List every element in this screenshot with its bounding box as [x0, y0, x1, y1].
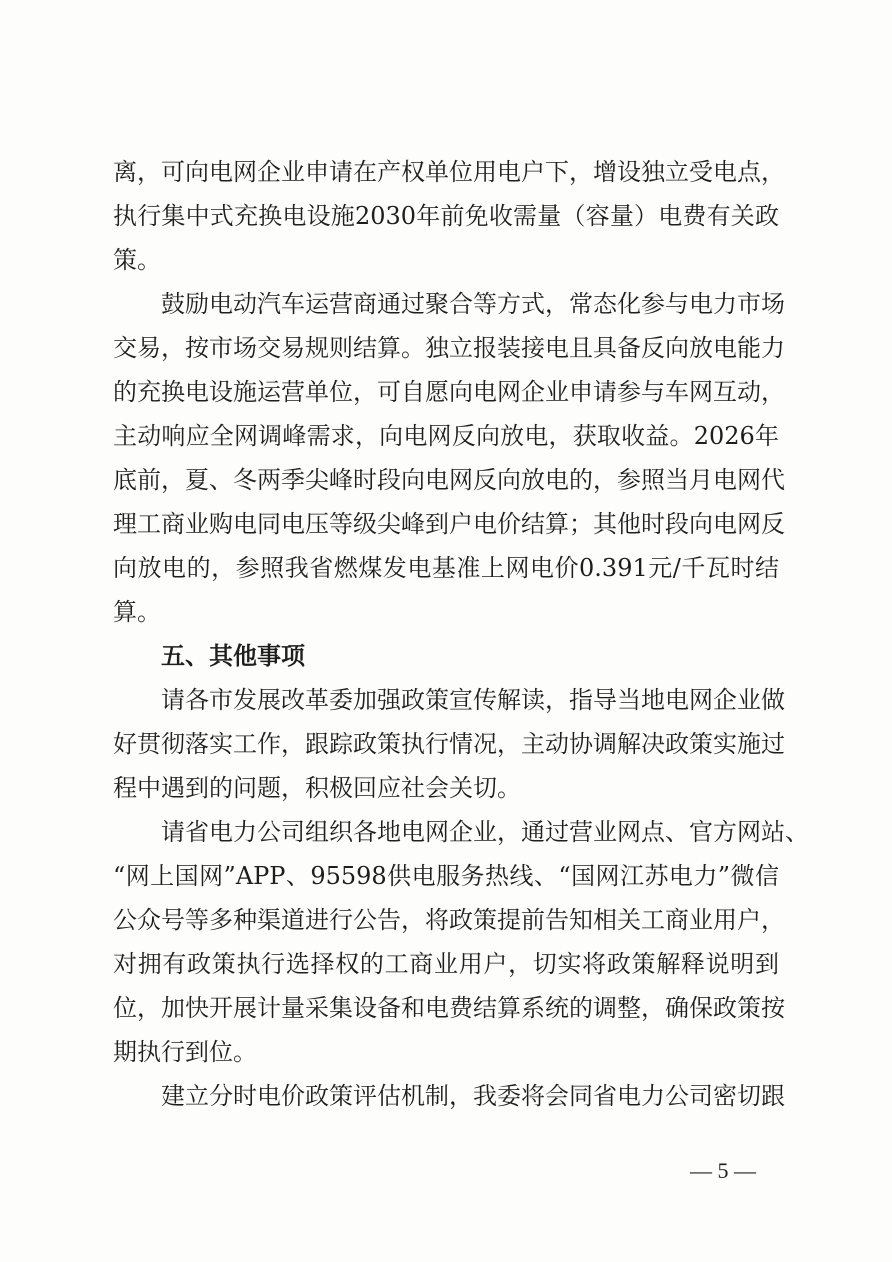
body-text-line: 交易，按市场交易规则结算。独立报装接电且具备反向放电能力 — [113, 334, 785, 362]
body-text-line: “网上国网”APP、95598供电服务热线、“国网江苏电力”微信 — [113, 862, 779, 890]
body-text-line: 策。 — [113, 246, 161, 274]
body-text-line: 理工商业购电同电压等级尖峰到户电价结算；其他时段向电网反 — [113, 510, 785, 538]
body-text-line: 好贯彻落实工作，跟踪政策执行情况，主动协调解决政策实施过 — [113, 730, 785, 758]
body-text-line: 请省电力公司组织各地电网企业，通过营业网点、官方网站、 — [161, 818, 809, 846]
body-text-line: 公众号等多种渠道进行公告，将政策提前告知相关工商业用户， — [113, 906, 785, 934]
body-text-line: 的充换电设施运营单位，可自愿向电网企业申请参与车网互动， — [113, 378, 785, 406]
body-text-line: 主动响应全网调峰需求，向电网反向放电，获取收益。2026年 — [113, 422, 779, 450]
body-text-line: 底前，夏、冬两季尖峰时段向电网反向放电的，参照当月电网代 — [113, 466, 785, 494]
body-text-line: 执行集中式充换电设施2030年前免收需量（容量）电费有关政 — [113, 202, 779, 230]
body-text-line: 算。 — [113, 598, 161, 626]
body-text-line: 程中遇到的问题，积极回应社会关切。 — [113, 774, 521, 802]
page-number: — 5 — — [690, 1158, 756, 1183]
body-text-line: 对拥有政策执行选择权的工商业用户，切实将政策解释说明到 — [113, 950, 779, 978]
body-text-line: 期执行到位。 — [113, 1038, 257, 1066]
body-text-line: 位，加快开展计量采集设备和电费结算系统的调整，确保政策按 — [113, 994, 785, 1022]
body-text-line: 建立分时电价政策评估机制，我委将会同省电力公司密切跟 — [161, 1082, 785, 1110]
body-text-line: 向放电的，参照我省燃煤发电基准上网电价0.391元/千瓦时结 — [113, 554, 779, 582]
body-text-line: 请各市发展改革委加强政策宣传解读，指导当地电网企业做 — [161, 686, 785, 714]
body-text-line: 离，可向电网企业申请在产权单位用电户下，增设独立受电点， — [113, 158, 785, 186]
section-heading: 五、其他事项 — [161, 642, 305, 670]
body-text-line: 鼓励电动汽车运营商通过聚合等方式，常态化参与电力市场 — [161, 290, 785, 318]
